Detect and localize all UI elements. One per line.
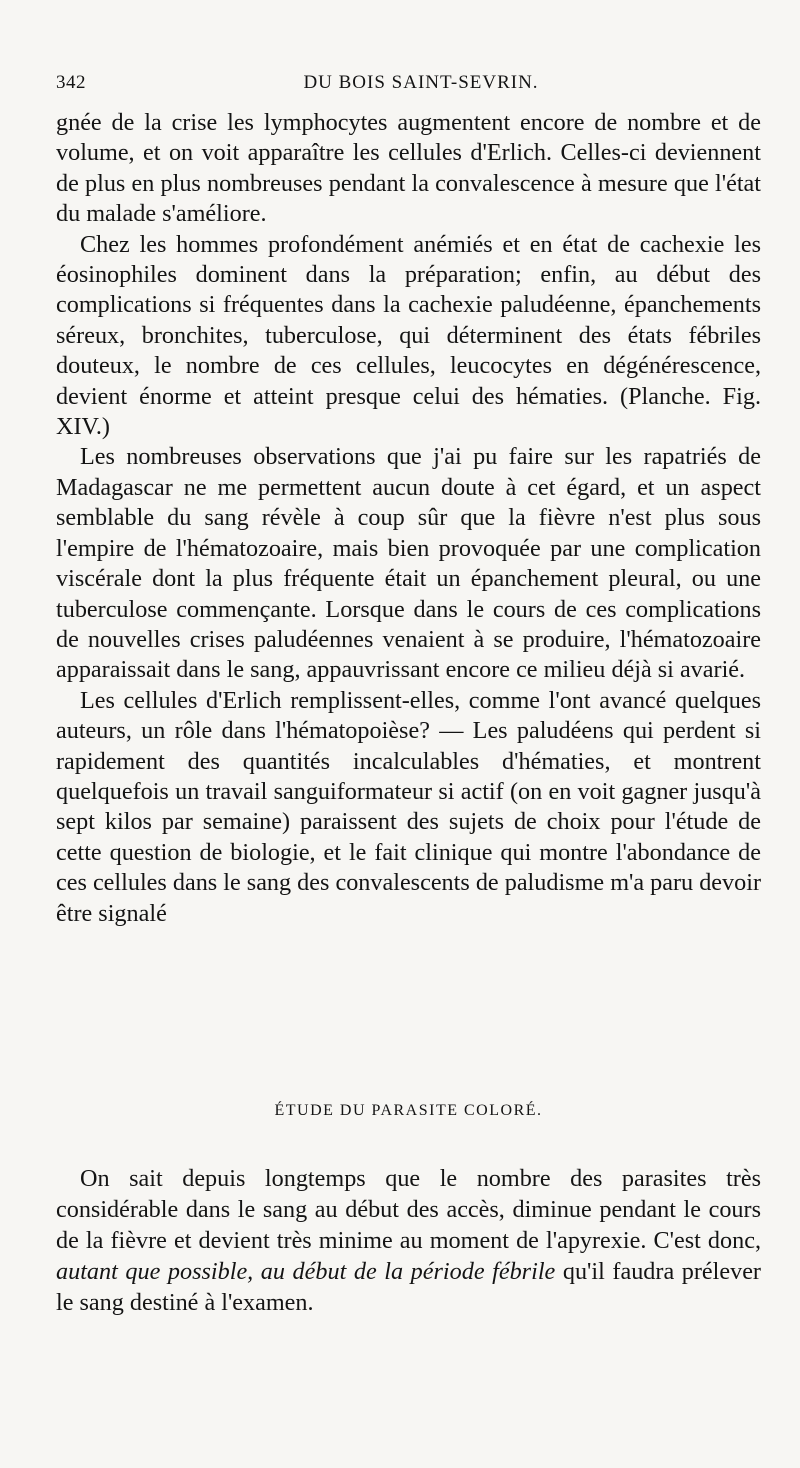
paragraph [56, 1163, 761, 1318]
paragraph: Les nombreuses observations que j'ai pu faire sur les rapatriés de Madagascar ne me permettent aucun doute à cet égard, et un aspect semblable du sang révèle à coup sûr que la fièvre n'est plus sous l'empire de l'hématozoaire, mais bien provoquée par une complication viscérale dont la plus fréquente était un épanchement pleural, ou une tuberculose commençante. Lorsque dans le cours de ces complications de nouvelles crises paludéennes venaient à se produire, l'hématozoaire apparaissait dans le sang, appauvrissant encore ce milieu déjà si avarié. [56, 443, 761, 684]
paragraph: Chez les hommes profondément anémiés et en état de cachexie les éosinophiles dominent dans la préparation; enfin, au début des complications si fréquentes dans la cachexie paludéenne, épanchements séreux, bronchites, tuberculose, qui déterminent des états fébriles douteux, le nombre de ces cellules, leucocytes en dégénérescence, devient énorme et atteint presque celui des hématies. (Planche. Fig. XIV.) [56, 230, 761, 441]
italic-text-run: autant que possible, au début de la période fébrile [56, 1258, 556, 1285]
text-run: qu'il faudra prélever le sang destiné à l'examen. [56, 1258, 761, 1316]
paragraph-continued: gnée de la crise les lymphocytes augmentent encore de nombre et de volume, et on voit apparaître les cellules d'Erlich. Celles-ci deviennent de plus en plus nombreuses pendant la convalescence à mesure que l'état du malade s'améliore. [56, 109, 761, 228]
page-number: 342 [56, 72, 86, 93]
page-header [56, 72, 756, 102]
running-head: DU BOIS SAINT-SEVRIN. [303, 72, 539, 93]
main-text [56, 108, 761, 929]
section-heading: ÉTUDE DU PARASITE COLORÉ. [274, 1102, 543, 1119]
paragraph: Les cellules d'Erlich remplissent-elles, comme l'ont avancé quelques auteurs, un rôle dans l'hématopoièse? — Les paludéens qui perdent si rapidement des quantités incalculables d'hématies, et montrent quelquefois un travail sanguiformateur si actif (on en voit gagner jusqu'à sept kilos par semaine) paraissent des sujets de choix pour l'étude de cette question de biologie, et le fait clinique qui montre l'abondance de ces cellules dans le sang des convalescents de paludisme m'a paru devoir être signalé [56, 686, 761, 927]
text-run: On sait depuis longtemps que le nombre des parasites très considérable dans le sang au début des accès, diminue pendant le cours de la fièvre et devient très minime au moment de l'apyrexie. C'est donc, [56, 1165, 761, 1254]
section-text [56, 1163, 761, 1318]
